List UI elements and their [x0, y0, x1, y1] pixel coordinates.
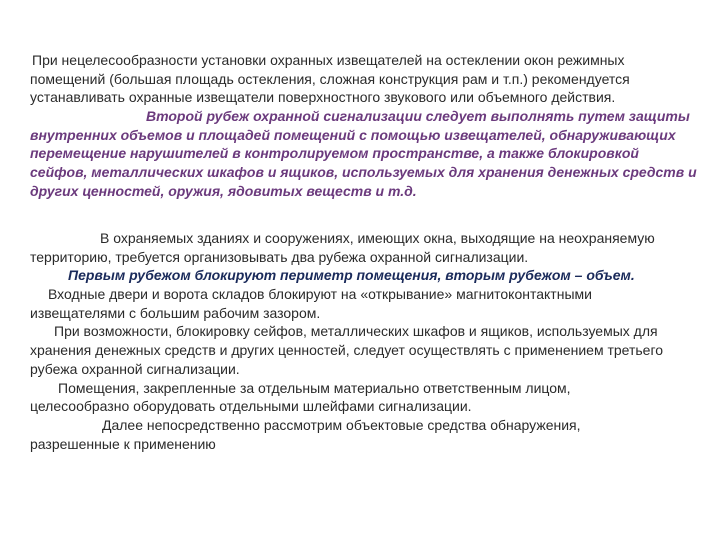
text-line: разрешенные к применению: [30, 435, 216, 452]
text-line: Входные двери и ворота складов блокируют на «открывание» магнитоконтактными: [48, 286, 592, 303]
text-line: территорию, требуется организовывать два рубежа охранной сигнализации.: [30, 248, 529, 265]
text-line: извещателями с большим рабочим зазором.: [30, 304, 321, 321]
emphasis-line: перемещение нарушителей в контролируемом пространстве, а также блокировкой: [30, 145, 639, 162]
text-line: помещений (большая площадь остекления, сложная конструкция рам и т.п.) рекомендуется: [30, 70, 630, 87]
text-line: Далее непосредственно рассмотрим объектовые средства обнаружения,: [102, 416, 581, 433]
text-line: Помещения, закрепленные за отдельным материально ответственным лицом,: [58, 379, 571, 396]
text-line: В охраняемых зданиях и сооружениях, имеющих окна, выходящие на неохраняемую: [100, 230, 655, 246]
paragraph-1: [30, 51, 697, 201]
text-line: хранения денежных средств и других ценностей, следует осуществлять с применением третьего: [30, 342, 664, 359]
emphasis-line: сейфов, металлических шкафов и ящиков, используемых для хранения денежных средств и: [30, 164, 697, 181]
text-line: целесообразно оборудовать отдельными шлейфами сигнализации.: [30, 398, 472, 415]
emphasis-line: Второй рубеж охранной сигнализации следует выполнять путем защиты: [146, 108, 690, 125]
text-line: рубежа охранной сигнализации.: [30, 360, 240, 377]
text-line: При возможности, блокировку сейфов, металлических шкафов и ящиков, используемых для: [54, 323, 658, 340]
text-line: устанавливать охранные извещатели поверхностного звукового или объемного действия.: [30, 89, 616, 106]
emphasis-line: других ценностей, оружия, ядовитых веществ и т.д.: [30, 182, 417, 199]
paragraph-2: [30, 229, 663, 453]
emphasis-line: Первым рубежом блокируют периметр помещения, вторым рубежом – объем.: [68, 267, 635, 284]
emphasis-line: внутренних объемов и площадей помещений с помощью извещателей, обнаруживающих: [30, 126, 676, 143]
text-line: При нецелесообразности установки охранных извещателей на остеклении окон режимных: [32, 52, 625, 68]
